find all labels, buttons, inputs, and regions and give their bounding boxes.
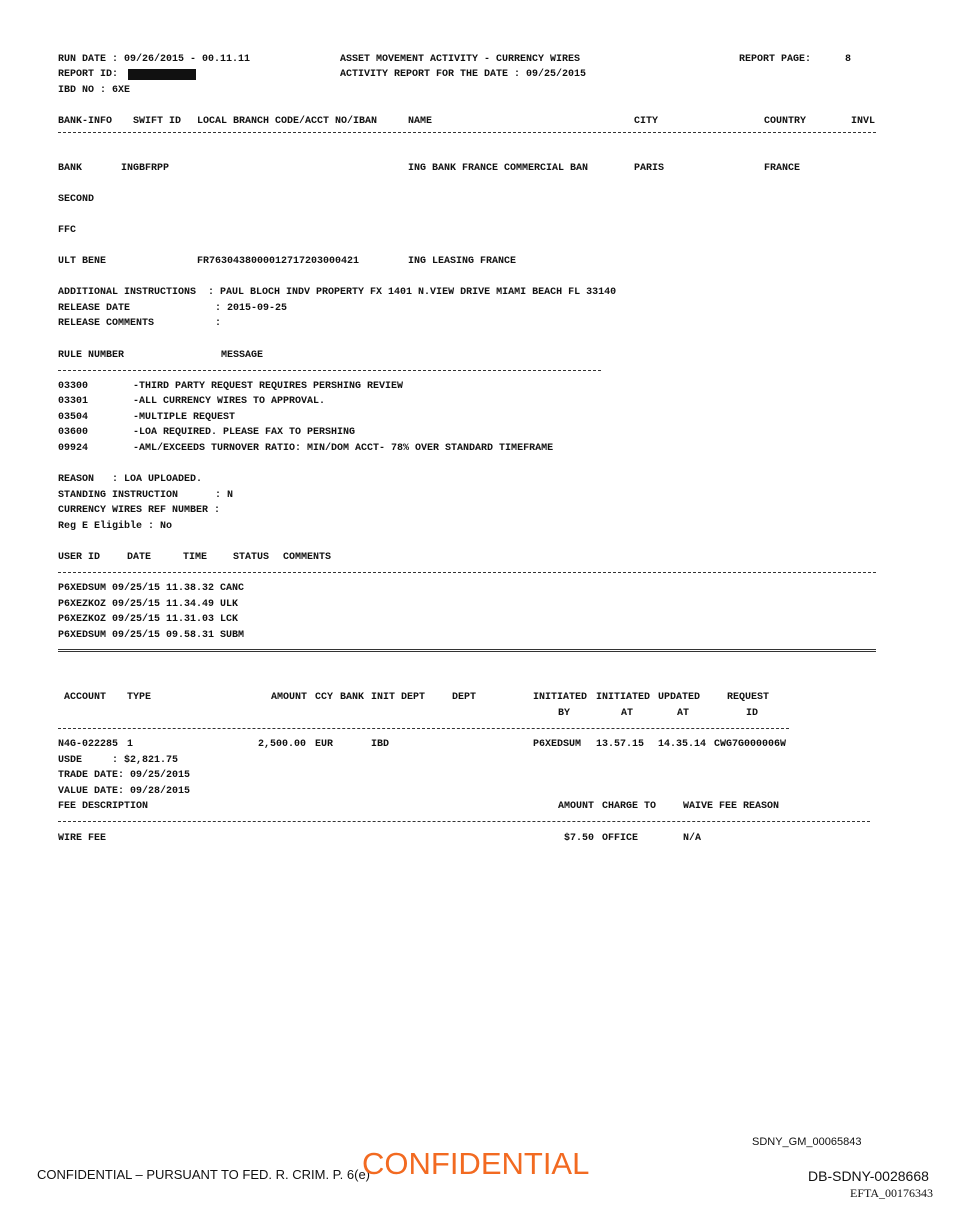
- acct-col-initiated-by-2: BY: [558, 708, 571, 719]
- run-date: RUN DATE : 09/26/2015 - 00.11.11: [58, 54, 251, 65]
- acct-row-initiated-by: P6XEDSUM: [533, 739, 582, 750]
- acct-row-type: 1: [127, 739, 134, 750]
- history-col-comments: COMMENTS: [283, 552, 332, 563]
- section-divider: [58, 649, 876, 652]
- acct-col-bank: BANK: [340, 692, 365, 703]
- account-rule: [58, 728, 789, 729]
- history-col-user: USER ID: [58, 552, 101, 563]
- col-invl: INVL: [851, 116, 876, 127]
- release-date-label: RELEASE DATE: [58, 303, 131, 314]
- acct-col-type: TYPE: [127, 692, 152, 703]
- rule-message: -ALL CURRENCY WIRES TO APPROVAL.: [133, 396, 326, 407]
- history-row: P6XEDSUM 09/25/15 11.38.32 CANC: [58, 583, 245, 594]
- rule-message: -AML/EXCEEDS TURNOVER RATIO: MIN/DOM ACCT- 78% OVER STANDARD TIMEFRAME: [133, 443, 554, 454]
- fee-col-amount: AMOUNT: [558, 801, 595, 812]
- history-rule: [58, 572, 876, 573]
- fee-col-description: FEE DESCRIPTION: [58, 801, 149, 812]
- second-row: SECOND: [58, 194, 95, 205]
- acct-col-updated-at-2: AT: [677, 708, 690, 719]
- fees-rule: [58, 821, 870, 822]
- rule-message: -THIRD PARTY REQUEST REQUIRES PERSHING REVIEW: [133, 381, 404, 392]
- bates-number: SDNY_GM_00065843: [752, 1136, 862, 1148]
- acct-row-request-id: CWG7G000006W: [714, 739, 787, 750]
- acct-col-initiated-at: INITIATED: [596, 692, 651, 703]
- ibd-no: IBD NO : 6XE: [58, 85, 131, 96]
- rule-message: -LOA REQUIRED. PLEASE FAX TO PERSHING: [133, 427, 356, 438]
- standing-instruction-value: : N: [215, 490, 234, 501]
- confidential-notice: CONFIDENTIAL – PURSUANT TO FED. R. CRIM. P. 6(e): [37, 1167, 371, 1182]
- acct-row-account: N4G-022285: [58, 739, 119, 750]
- rule-number: 09924: [58, 443, 89, 454]
- release-date-value: : 2015-09-25: [215, 303, 288, 314]
- acct-row-amount: 2,500.00: [258, 739, 307, 750]
- rule-number: 03301: [58, 396, 89, 407]
- ult-bene-iban: FR7630438000012717203000421: [197, 256, 360, 267]
- acct-row-init-dept: IBD: [371, 739, 390, 750]
- acct-col-initiated-at-2: AT: [621, 708, 634, 719]
- acct-col-request-id-2: ID: [746, 708, 759, 719]
- fee-col-charge-to: CHARGE TO: [602, 801, 657, 812]
- efta-number: EFTA_00176343: [850, 1186, 934, 1200]
- acct-col-amount: AMOUNT: [271, 692, 308, 703]
- report-subtitle: ACTIVITY REPORT FOR THE DATE : 09/25/2015: [340, 69, 587, 80]
- acct-col-dept: DEPT: [452, 692, 477, 703]
- history-col-status: STATUS: [233, 552, 270, 563]
- db-sdny-number: DB-SDNY-0028668: [808, 1168, 929, 1184]
- ult-bene-type: ULT BENE: [58, 256, 107, 267]
- col-name: NAME: [408, 116, 433, 127]
- col-city: CITY: [634, 116, 659, 127]
- history-row: P6XEZKOZ 09/25/15 11.34.49 ULK: [58, 599, 239, 610]
- rule-number: 03300: [58, 381, 89, 392]
- bank-row-name: ING BANK FRANCE COMMERCIAL BAN: [408, 163, 589, 174]
- release-comments-label: RELEASE COMMENTS: [58, 318, 155, 329]
- history-row: P6XEZKOZ 09/25/15 11.31.03 LCK: [58, 614, 239, 625]
- history-col-date: DATE: [127, 552, 152, 563]
- report-id-label: REPORT ID:: [58, 69, 119, 80]
- history-col-time: TIME: [183, 552, 208, 563]
- fee-row-description: WIRE FEE: [58, 833, 107, 844]
- acct-col-account: ACCOUNT: [64, 692, 107, 703]
- additional-instructions: ADDITIONAL INSTRUCTIONS : PAUL BLOCH INDV PROPERTY FX 1401 N.VIEW DRIVE MIAMI BEACH FL 33140: [58, 287, 617, 298]
- col-bank-info: BANK-INFO: [58, 116, 113, 127]
- rule-message: -MULTIPLE REQUEST: [133, 412, 236, 423]
- report-title: ASSET MOVEMENT ACTIVITY - CURRENCY WIRES: [340, 54, 581, 65]
- usde-amount: USDE : $2,821.75: [58, 755, 179, 766]
- col-local-branch: LOCAL BRANCH CODE/ACCT NO/IBAN: [197, 116, 378, 127]
- redaction-box: [128, 69, 196, 80]
- value-date: VALUE DATE: 09/28/2015: [58, 786, 191, 797]
- bank-row-city: PARIS: [634, 163, 665, 174]
- col-country: COUNTRY: [764, 116, 807, 127]
- fee-col-waive: WAIVE FEE REASON: [683, 801, 780, 812]
- rules-rule: [58, 370, 601, 371]
- history-row: P6XEDSUM 09/25/15 09.58.31 SUBM: [58, 630, 245, 641]
- report-page-label: REPORT PAGE:: [739, 54, 812, 65]
- acct-row-initiated-at: 13.57.15: [596, 739, 645, 750]
- fee-row-charge-to: OFFICE: [602, 833, 639, 844]
- rule-number: 03600: [58, 427, 89, 438]
- release-comments-value: :: [215, 318, 222, 329]
- rule-message-header: MESSAGE: [221, 350, 264, 361]
- acct-col-init-dept: INIT DEPT: [371, 692, 426, 703]
- rule-number: 03504: [58, 412, 89, 423]
- col-swift-id: SWIFT ID: [133, 116, 182, 127]
- bank-table-rule: [58, 132, 876, 133]
- trade-date: TRADE DATE: 09/25/2015: [58, 770, 191, 781]
- bank-row-type: BANK: [58, 163, 83, 174]
- reason: REASON : LOA UPLOADED.: [58, 474, 203, 485]
- acct-row-updated-at: 14.35.14: [658, 739, 707, 750]
- ult-bene-name: ING LEASING FRANCE: [408, 256, 517, 267]
- reg-e-eligible: Reg E Eligible : No: [58, 521, 173, 532]
- confidential-stamp: CONFIDENTIAL: [362, 1146, 590, 1181]
- ffc-row: FFC: [58, 225, 77, 236]
- acct-col-initiated-by: INITIATED: [533, 692, 588, 703]
- standing-instruction-label: STANDING INSTRUCTION: [58, 490, 179, 501]
- acct-col-request-id: REQUEST: [727, 692, 770, 703]
- acct-col-ccy: CCY: [315, 692, 334, 703]
- fee-row-waive: N/A: [683, 833, 702, 844]
- rule-number-header: RULE NUMBER: [58, 350, 125, 361]
- bank-row-country: FRANCE: [764, 163, 801, 174]
- report-page-value: 8: [845, 54, 852, 65]
- bank-row-swift: INGBFRPP: [121, 163, 170, 174]
- acct-row-ccy: EUR: [315, 739, 334, 750]
- currency-wires-ref: CURRENCY WIRES REF NUMBER :: [58, 505, 221, 516]
- acct-col-updated-at: UPDATED: [658, 692, 701, 703]
- fee-row-amount: $7.50: [564, 833, 595, 844]
